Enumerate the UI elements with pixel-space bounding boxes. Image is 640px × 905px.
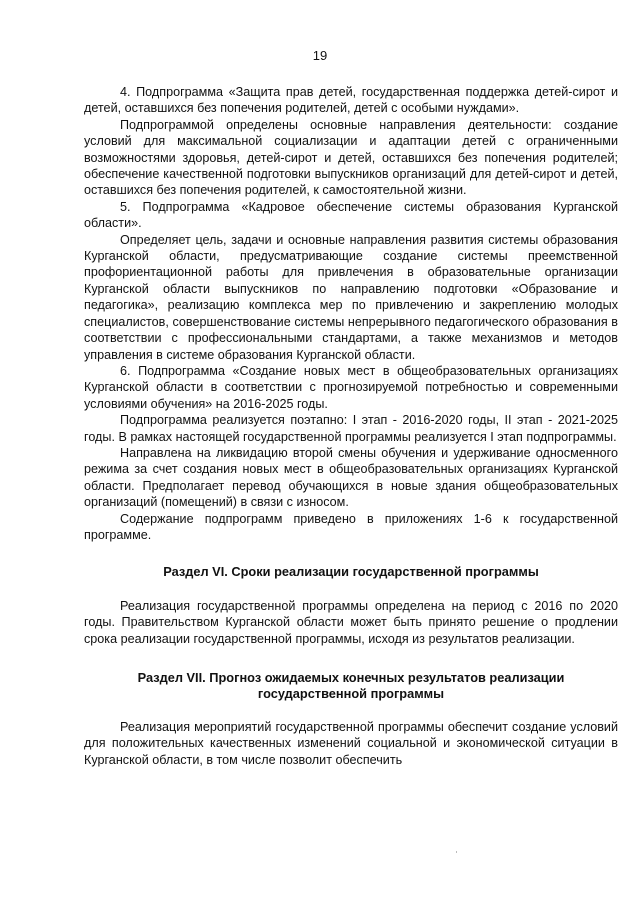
- section-vii-text: Реализация мероприятий государственной программы обеспечит создание условий для положительных качественных изменений социальной и экономической ситуации в Курганской области, в том числе позволит обеспечить: [84, 719, 618, 767]
- paragraph-subprogram-5-description: Определяет цель, задачи и основные направления развития системы образования Курганской области, предусматривающие создание системы преемственной профориентационной работы для привлечения в образовательные организации Курганской области выпускников по направлению подготовки «Образование и педагогика», реализацию комплекса мер по привлечению и закреплению молодых специалистов, совершенствование системы непрерывного педагогического образования в соответствии с профессиональными стандартами, а также механизмов и методов управления в системе образования Курганской области.: [84, 232, 618, 362]
- paragraph-subprogram-6-goal: Направлена на ликвидацию второй смены обучения и удерживание односменного режима за счет создания новых мест в общеобразовательных организациях Курганской области. Предполагает перевод обучающихся в новые здания общеобразовательных организаций (помещений) в связи с износом.: [84, 445, 618, 510]
- paragraph-appendices-reference: Содержание подпрограмм приведено в приложениях 1-6 к государственной программе.: [84, 511, 618, 542]
- paragraph-subprogram-6-stages: Подпрограмма реализуется поэтапно: I этап - 2016-2020 годы, II этап - 2021-2025 годы. В рамках настоящей государственной программы реализуется I этап подпрограммы.: [84, 413, 618, 444]
- section-vii-heading: [84, 670, 618, 703]
- scan-speck: [456, 851, 457, 853]
- section-vi-heading: Раздел VI. Сроки реализации государственной программы: [163, 564, 539, 580]
- section-vii-heading-line-1: Раздел VII. Прогноз ожидаемых конечных результатов реализации: [137, 670, 565, 685]
- page-number: 19: [312, 48, 328, 63]
- paragraph-subprogram-4-description: Подпрограммой определены основные направления деятельности: создание условий для максимальной социализации и адаптации детей с ограниченными возможностями здоровья, детей-сирот и детей, оставшихся без попечения родителей; обеспечение качественной подготовки выпускников организаций для детей-сирот и детей, оставшихся без попечения родителей, к самостоятельной жизни.: [84, 117, 618, 198]
- page-body: [84, 84, 618, 768]
- section-vii-heading-line-2: государственной программы: [257, 686, 445, 702]
- section-vi-text: Реализация государственной программы определена на период с 2016 по 2020 годы. Правительством Курганской области может быть принято решение о продлении срока реализации государственной программы, исходя из результатов реализации.: [84, 598, 618, 646]
- paragraph-subprogram-5: 5. Подпрограмма «Кадровое обеспечение системы образования Курганской области».: [84, 199, 618, 231]
- paragraph-subprogram-6: 6. Подпрограмма «Создание новых мест в общеобразовательных организациях Курганской области в соответствии с прогнозируемой потребностью и современными условиями обучения» на 2016-2025 годы.: [84, 363, 618, 411]
- paragraph-subprogram-4: 4. Подпрограмма «Защита прав детей, государственная поддержка детей-сирот и детей, оставшихся без попечения родителей, детей с особыми нуждами».: [84, 85, 618, 116]
